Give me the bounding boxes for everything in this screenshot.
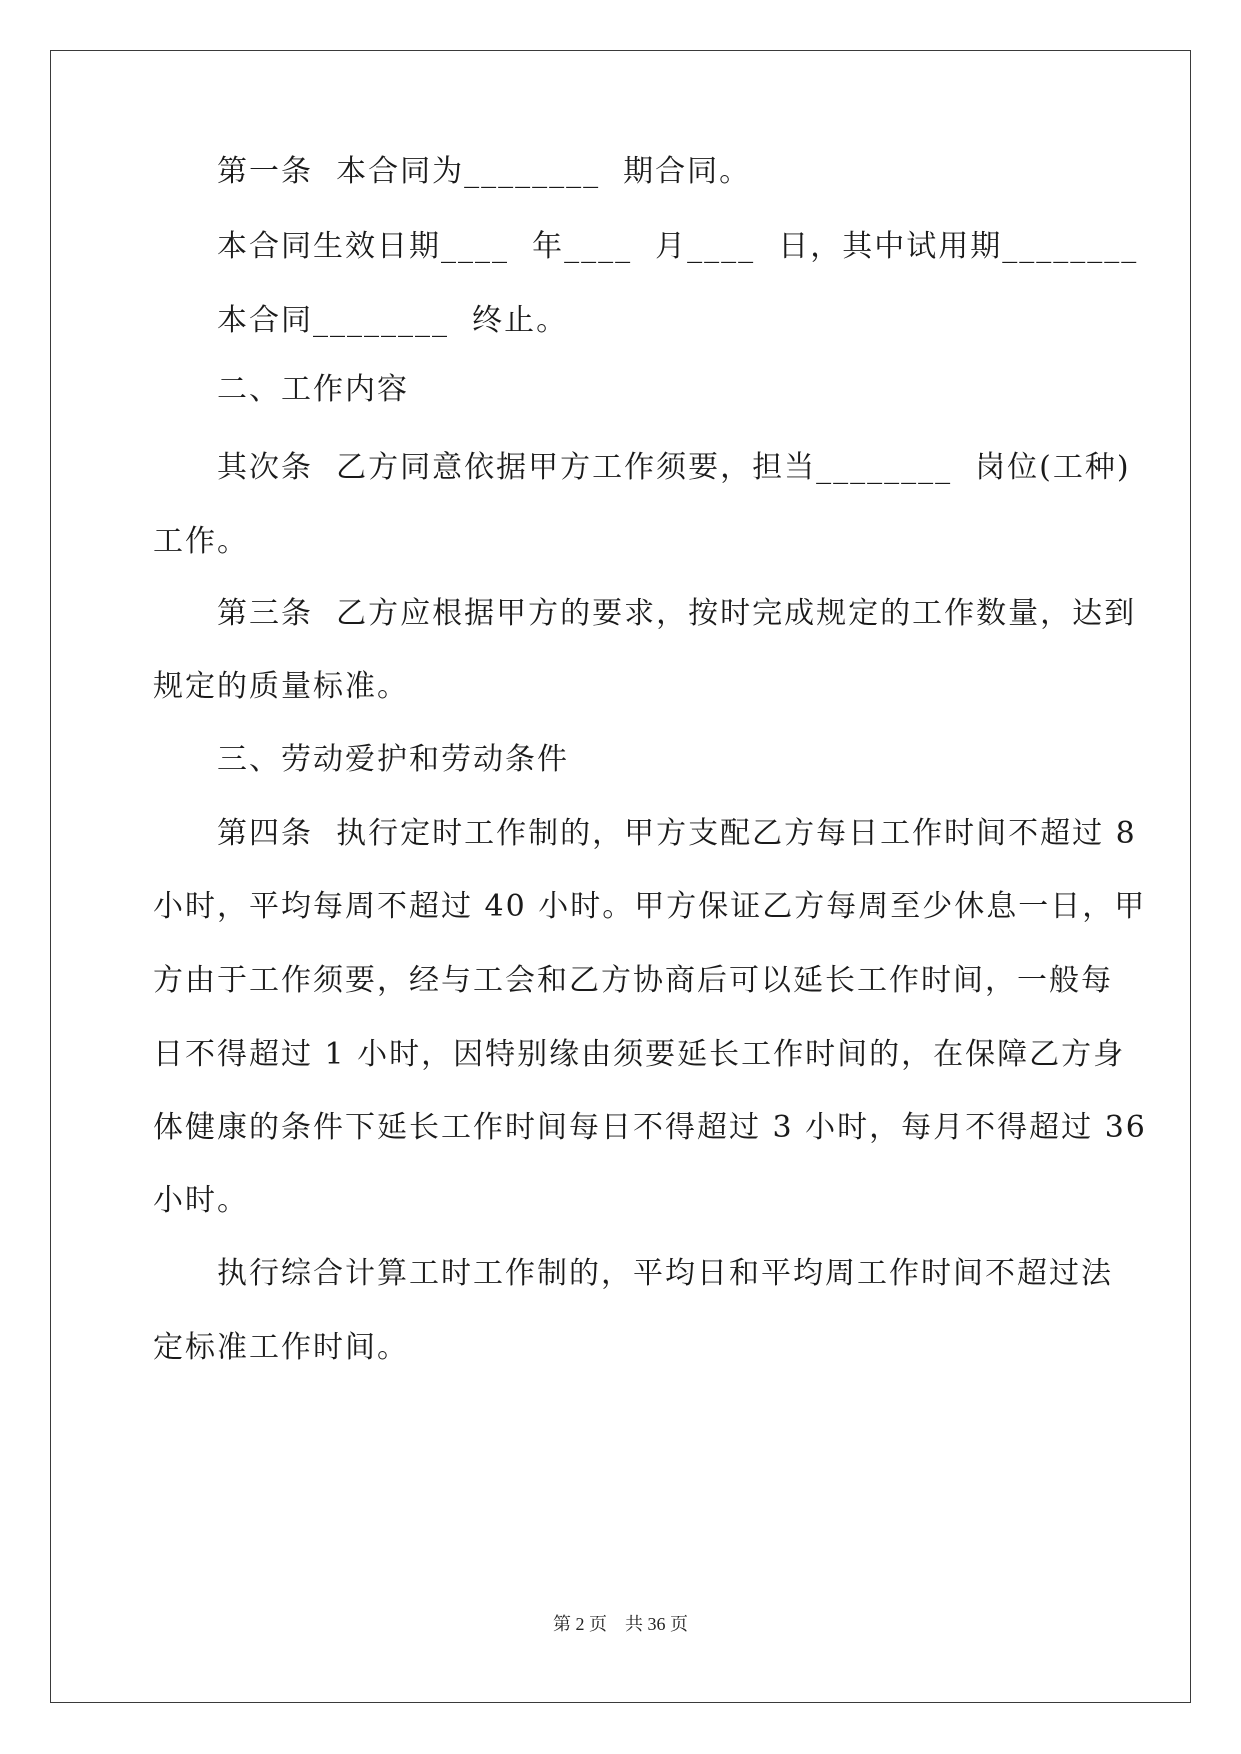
clause-4-line-3: 方由于工作须要，经与工会和乙方协商后可以延长工作时间，一般每	[153, 963, 1113, 998]
comprehensive-hours-line-2: 定标准工作时间。	[153, 1330, 409, 1365]
clause-4-line-6: 小时。	[153, 1183, 249, 1218]
termination-line: 本合同________ 终止。	[217, 303, 569, 338]
clause-3-line-2: 规定的质量标准。	[153, 669, 409, 704]
clause-2-line-2: 工作。	[153, 524, 249, 559]
effective-date-line: 本合同生效日期____ 年____ 月____ 日，其中试用期________	[217, 229, 1139, 264]
comprehensive-hours-line-1: 执行综合计算工时工作制的，平均日和平均周工作时间不超过法	[217, 1256, 1113, 1291]
clause-4-line-2: 小时，平均每周不超过 40 小时。甲方保证乙方每周至少休息一日，甲	[153, 889, 1147, 924]
section-heading-labor-protection: 三、劳动爱护和劳动条件	[217, 742, 569, 777]
page-border	[50, 50, 1191, 1703]
clause-4-line-1: 第四条 执行定时工作制的，甲方支配乙方每日工作时间不超过 8	[217, 816, 1137, 851]
section-heading-work-content: 二、工作内容	[217, 372, 409, 407]
clause-2-line-1: 其次条 乙方同意依据甲方工作须要，担当________ 岗位(工种)	[217, 450, 1131, 485]
page-number: 第 2 页 共 36 页	[553, 1614, 688, 1634]
clause-4-line-5: 体健康的条件下延长工作时间每日不得超过 3 小时，每月不得超过 36	[153, 1110, 1147, 1145]
clause-1-line: 第一条 本合同为________ 期合同。	[217, 154, 752, 189]
clause-3-line-1: 第三条 乙方应根据甲方的要求，按时完成规定的工作数量，达到	[217, 596, 1137, 631]
clause-4-line-4: 日不得超过 1 小时，因特别缘由须要延长工作时间的，在保障乙方身	[153, 1037, 1126, 1072]
